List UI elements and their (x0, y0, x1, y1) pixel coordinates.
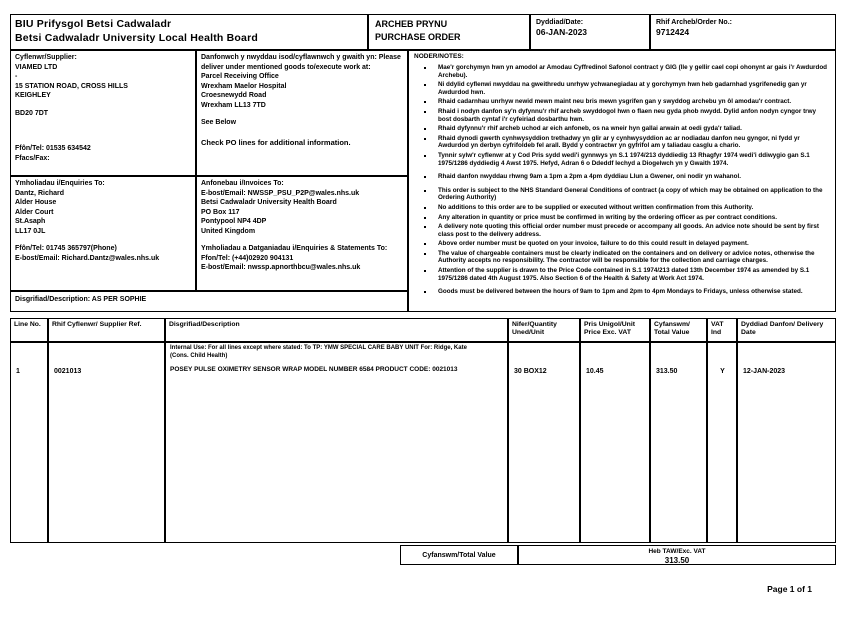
invoices-address-line2: PO Box 117 (201, 208, 240, 216)
enquiries-address-line1: Alder House (15, 199, 57, 206)
deliver-to-section (196, 50, 408, 176)
order-description-label: Disgrifiad/Description: (15, 296, 91, 303)
header-description: Disgrifiad/Description (165, 318, 508, 342)
enquiries-address-line4: LL17 0JL (15, 227, 46, 235)
statements-phone: Ffon/Tel: (+44)02920 904131 (201, 254, 294, 262)
note-item: ▪ Any alteration in quantity or price must be confirmed in writing by the ordering officer as per contract conditions. (434, 214, 830, 222)
notes-section (408, 50, 836, 312)
order-date-value: 06-JAN-2023 (536, 27, 588, 37)
invoices-section (196, 176, 408, 291)
header-line-no: Line No. (10, 318, 48, 342)
header-unit-price: Pris Unigol/Unit Price Exc. VAT (580, 318, 650, 342)
page-number: Page 1 of 1 (767, 584, 812, 594)
order-number-value: 9712424 (656, 27, 690, 37)
note-item: ▪ Goods must be delivered between the hours of 9am to 1pm and 2pm to 4pm Mondays to Fridays, unless otherwise stated. (434, 288, 830, 296)
note-item: ▪ A delivery note quoting this official order number must precede or accompany all goods. An advice note should be sent by first class post to the delivery address. (434, 223, 830, 238)
header-quantity: Nifer/Quantity Uned/Unit (508, 318, 580, 342)
totals-label: Cyfanswm/Total Value (400, 545, 518, 565)
note-item: ▪ Ni ddylid cyflenwi nwyddau na gweithredu unrhyw ychwanegiadau at y gorchymyn hwn heb gadarnhad ysgrifenedig gan yr Awdurdod hwn. (434, 81, 830, 96)
supplier-phone: Ffôn/Tel: 01535 634542 (15, 145, 91, 152)
row-product-description: POSEY PULSE OXIMETRY SENSOR WRAP MODEL NUMBER 6584 PRODUCT CODE: 0021013 (170, 366, 458, 373)
spacer (15, 118, 191, 144)
org-name-english: Betsi Cadwaladr University Local Health Board (15, 32, 258, 44)
invoices-email: E-bost/Email: NWSSP_PSU_P2P@wales.nhs.uk (201, 189, 360, 197)
totals-value-cell (518, 545, 836, 565)
note-item: ▪ Rhaid cadarnhau unrhyw newid mewn maint neu bris mewn ysgrifen gan y swyddog archebu yn ôl amodau'r contract. (434, 98, 830, 106)
row-delivery-date: 12-JAN-2023 (737, 342, 836, 543)
supplier-name: VIAMED LTD (15, 63, 58, 71)
invoices-address-line1: Betsi Cadwaladr University Health Board (201, 199, 337, 206)
enquiries-email: E-bost/Email: Richard.Dantz@wales.nhs.uk (15, 254, 160, 262)
supplier-label: Cyflenwr/Supplier: (15, 54, 77, 61)
row-internal-note-line1: Internal Use: For all lines except where stated: To TP: YMW SPECIAL CARE BABY UNIT For: Ridge, Kate (170, 345, 467, 351)
order-description-value: AS PER SOPHIE (91, 296, 147, 303)
org-name-welsh: BIU Prifysgol Betsi Cadwaladr (15, 18, 172, 30)
supplier-section (10, 50, 196, 176)
deliver-address-line2: Wrexham Maelor Hospital (201, 82, 287, 90)
note-item: ▪ Rhaid dynodi gwerth cynhwysyddion trethadwy yn glir ar y cynhwysyddion ac ar nodiadau danfon neu gyngor, ni fydd yr Awdurdod yn derbyn cyfrifoldeb fel arall. Bydd y contractwr yn gyfrifol am y taliadau casglu a chario. (434, 135, 830, 150)
doc-type-english: PURCHASE ORDER (375, 32, 461, 42)
supplier-fax: Ffacs/Fax: (15, 154, 50, 162)
note-item: ▪ No additions to this order are to be supplied or executed without written confirmation from this Authority. (434, 204, 830, 212)
row-total-value: 313.50 (650, 342, 707, 543)
spacer (15, 101, 191, 109)
invoices-address-line3: Pontypool NP4 4DP (201, 218, 267, 225)
row-line-no: 1 (10, 342, 48, 543)
deliver-check-po-note: Check PO lines for additional information. (201, 137, 351, 147)
order-date-label: Dyddiad/Date: (536, 19, 584, 26)
note-item: ▪ Mae'r gorchymyn hwn yn amodol ar Amodau Cyffredinol Safonol contract y GIG (lle y gellir cael copi ohonynt ar gais i'r Awdurdod Archebu). (434, 64, 830, 79)
deliver-see-below-note: See Below (201, 119, 237, 126)
deliver-address-line4: Wrexham LL13 7TD (201, 101, 266, 109)
enquiries-heading: Ymholiadau i/Enquiries To: (15, 180, 105, 187)
header-vat-ind: VAT Ind (707, 318, 737, 342)
enquiries-contact-name: Dantz, Richard (15, 189, 65, 197)
statements-email: E-bost/Email: nwssp.apnorthbcu@wales.nhs.uk (201, 264, 361, 271)
spacer (201, 110, 403, 118)
order-description-strip (10, 291, 408, 312)
invoices-heading: Anfonebau i/Invoices To: (201, 180, 284, 187)
row-quantity: 30 BOX12 (508, 342, 580, 543)
document-type-block (368, 14, 530, 50)
order-date-block (530, 14, 650, 50)
enquiries-address-line3: St.Asaph (15, 218, 46, 225)
supplier-address-line1: - (15, 73, 18, 80)
totals-vat-label: Heb TAW/Exc. VAT (648, 548, 706, 555)
enquiries-address-line2: Alder Court (15, 208, 54, 216)
totals-amount: 313.50 (664, 556, 690, 565)
note-item: ▪ This order is subject to the NHS Standard General Conditions of contract (a copy of which may be obtained on application to the Ordering Authority) (434, 187, 830, 202)
spacer (15, 236, 191, 244)
deliver-to-heading: Danfonwch y nwyddau isod/cyflawnwch y gwaith yn: Please deliver under mentioned goods to/execute work at: (201, 54, 401, 71)
statements-heading: Ymholiadau a Datganiadau i/Enquiries & Statements To: (201, 245, 388, 252)
note-item: ▪ Tynnir sylw'r cyflenwr at y Cod Pris sydd wedi'i gynnwys yn S.1 1974/213 dyddiedig 13 Rhagfyr 1974 wedi'i ddiwygio gan S.1 1975/1286 dyddiedig 4 Awst 1975. Hefyd, Adran 6 o Ddeddf Iechyd a Diogelwch yn y Gwaith 1974. (434, 152, 830, 167)
header-total-value: Cyfanswm/ Total Value (650, 318, 707, 342)
supplier-address-line2: 15 STATION ROAD, CROSS HILLS (15, 82, 128, 90)
header-supplier-ref: Rhif Cyflenwr/ Supplier Ref. (48, 318, 165, 342)
enquiries-phone: Ffôn/Tel: 01745 365797(Phone) (15, 245, 117, 252)
row-description-cell (165, 342, 508, 543)
note-item: ▪ Above order number must be quoted on your invoice, failure to do this could result in delayed payment. (434, 240, 830, 248)
note-item: ▪ Rhaid dyfynnu'r rhif archeb uchod ar eich anfoneb, os na wneir hyn gallai arwain at oedi gyda'r taliad. (434, 125, 830, 133)
note-item: ▪ The value of chargeable containers must be clearly indicated on the containers and on delivery or advice notes, otherwise the Authority accepts no responsibility. The contractor will be responsible for the collection and carriage charges. (434, 250, 830, 265)
deliver-address-line3: Croesnewydd Road (201, 92, 267, 99)
row-internal-note-line2: (Cons. Child Health) (170, 352, 228, 359)
doc-type-welsh: ARCHEB PRYNU (375, 19, 448, 29)
supplier-address-line3: KEIGHLEY (15, 92, 51, 99)
invoices-address-line4: United Kingdom (201, 227, 256, 235)
enquiries-section (10, 176, 196, 291)
deliver-address-line1: Parcel Receiving Office (201, 73, 279, 80)
note-item: ▪ Rhaid i nodyn danfon sy'n dyfynnu'r rhif archeb swyddogol hwn o flaen neu gyda phob nwydd. Dylid anfon nodyn cyngor trwy bost dosbarth cyntaf i'r cyfeiriad dosbarthu hwn. (434, 108, 830, 123)
order-number-label: Rhif Archeb/Order No.: (656, 19, 732, 26)
header-delivery-date: Dyddiad Danfon/ Delivery Date (737, 318, 836, 342)
org-title-block (10, 14, 368, 50)
supplier-postcode: BD20 7DT (15, 109, 49, 117)
spacer (201, 236, 403, 244)
notes-heading: NODER/NOTES: (414, 53, 464, 60)
row-vat-ind: Y (707, 342, 737, 543)
note-item: ▪ Rhaid danfon nwyddau rhwng 9am a 1pm a 2pm a 4pm dyddiau Llun a Gwener, oni nodir yn wahanol. (434, 173, 830, 181)
notes-list (414, 64, 830, 296)
row-unit-price: 10.45 (580, 342, 650, 543)
order-number-block (650, 14, 836, 50)
note-item: ▪ Attention of the supplier is drawn to the Price Code contained in S.1 1974/213 dated 13th December 1974 as amended by S.1 1975/1286 dated 4th August 1975. Also Section 6 of the Health & Safety at Work Act 1974. (434, 267, 830, 282)
row-supplier-ref: 0021013 (48, 342, 165, 543)
